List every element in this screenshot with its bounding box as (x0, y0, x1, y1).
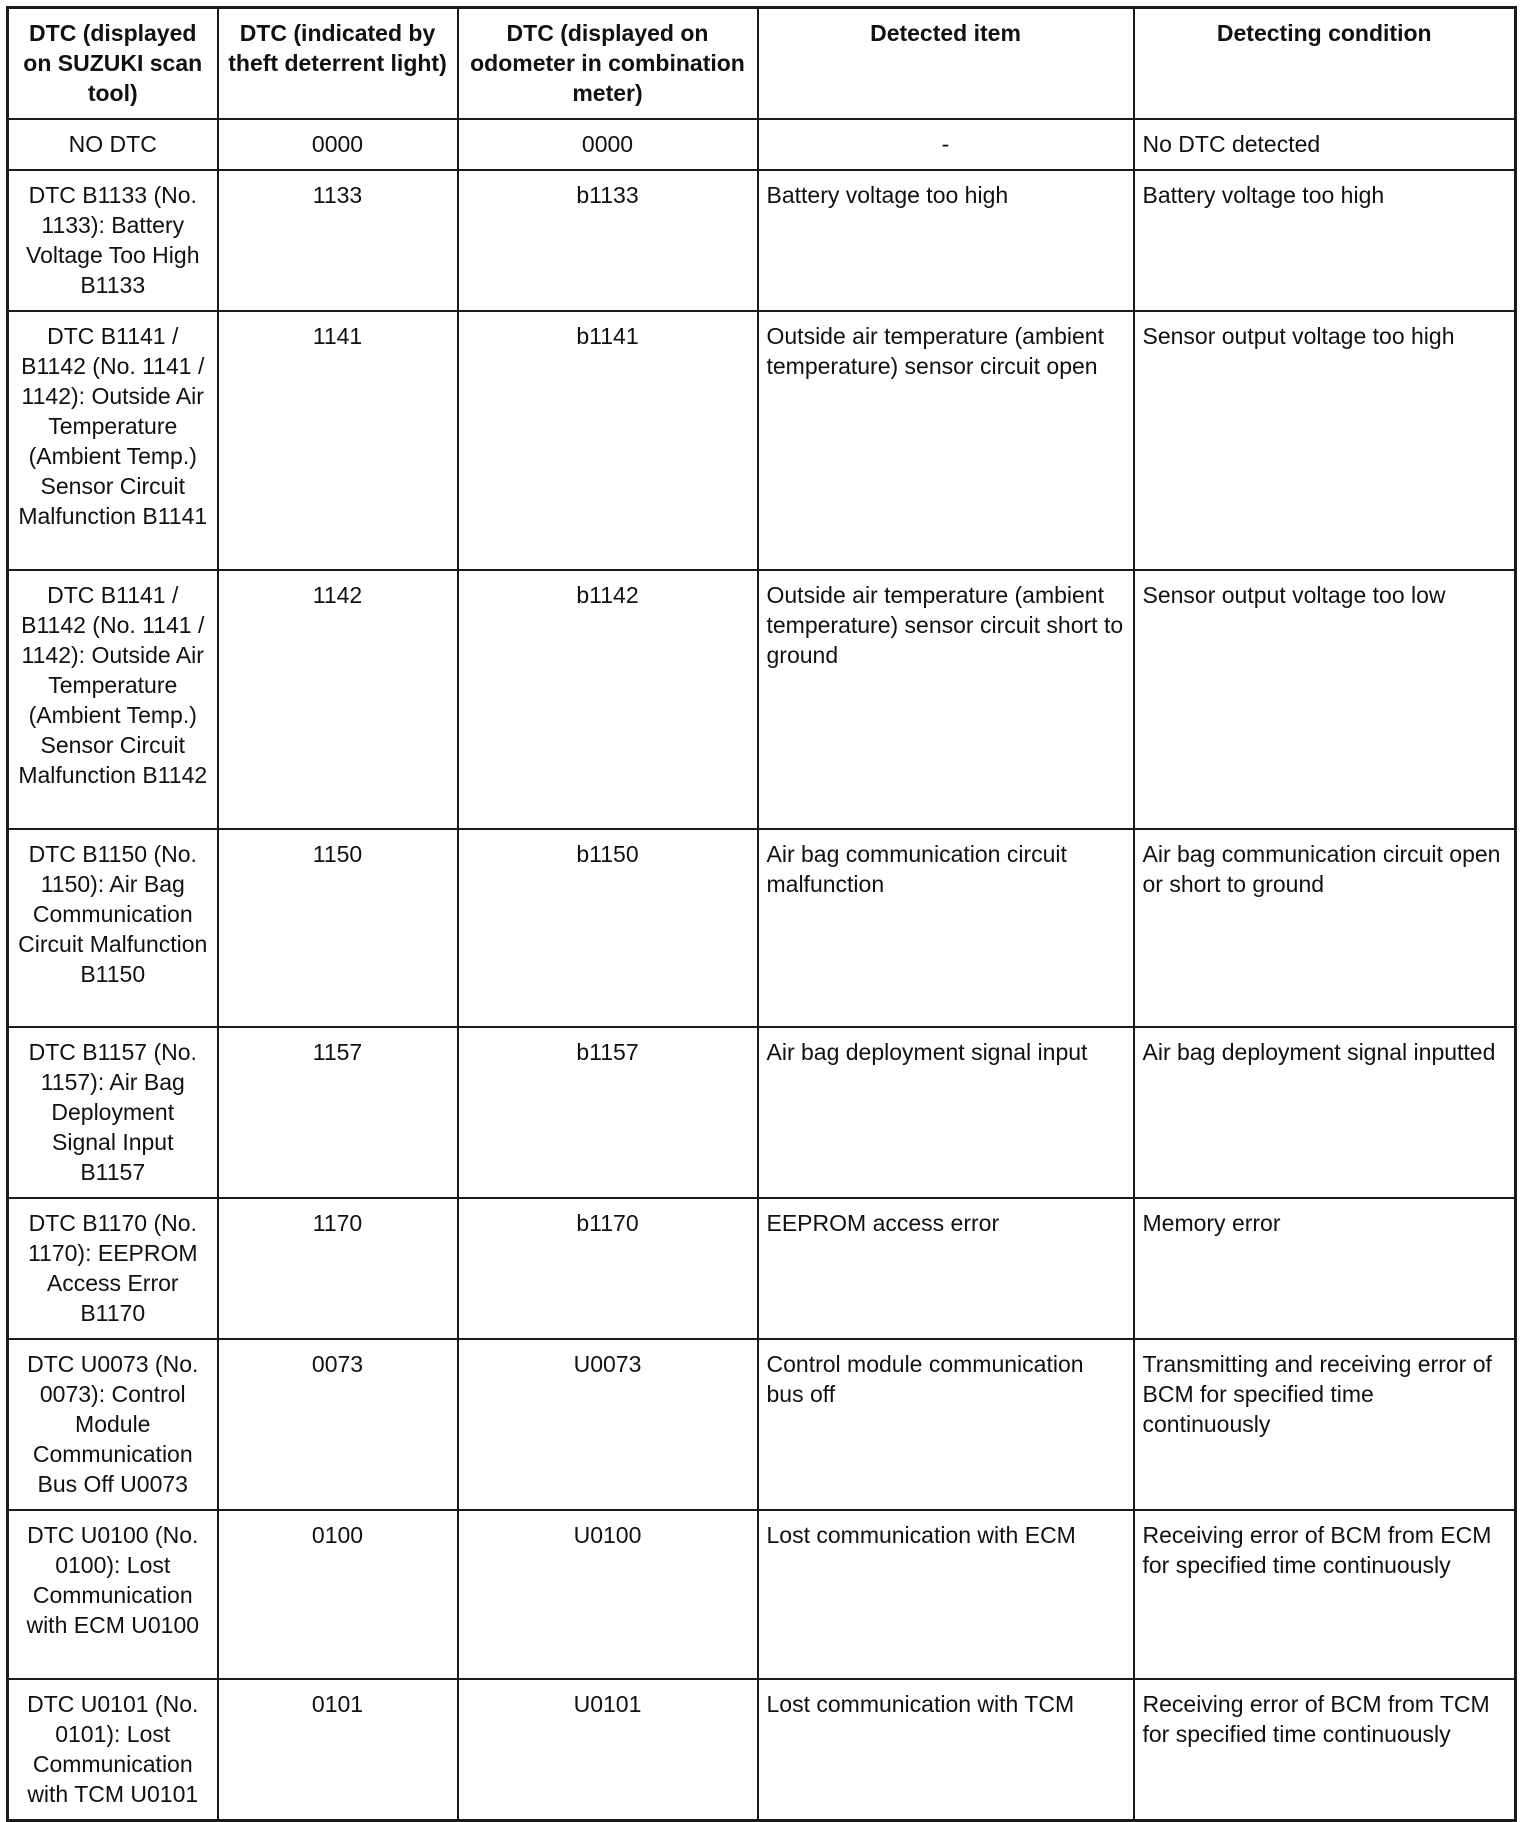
scan-tool-dtc-cell: DTC B1141 / B1142 (No. 1141 / 1142): Outside Air Temperature (Ambient Temp.) Sensor Circuit Malfunction B1141 (8, 311, 218, 570)
detecting-condition-cell: Air bag deployment signal inputted (1134, 1027, 1516, 1198)
scan-tool-dtc-cell: DTC U0101 (No. 0101): Lost Communication with TCM U0101 (8, 1679, 218, 1821)
scan-tool-dtc-cell: DTC B1157 (No. 1157): Air Bag Deployment Signal Input B1157 (8, 1027, 218, 1198)
detected-item-cell: Outside air temperature (ambient temperature) sensor circuit short to ground (758, 570, 1134, 829)
table-row (8, 1339, 1516, 1510)
detected-item-cell: Battery voltage too high (758, 170, 1134, 311)
scan-tool-dtc-cell: DTC B1141 / B1142 (No. 1141 / 1142): Outside Air Temperature (Ambient Temp.) Sensor Circuit Malfunction B1142 (8, 570, 218, 829)
scan-tool-dtc-cell: DTC B1150 (No. 1150): Air Bag Communication Circuit Malfunction B1150 (8, 829, 218, 1027)
odometer-dtc-cell: b1150 (458, 829, 758, 1027)
detected-item-cell: Lost communication with ECM (758, 1510, 1134, 1679)
odometer-dtc-cell: b1170 (458, 1198, 758, 1339)
theft-light-dtc-cell: 1150 (218, 829, 458, 1027)
detecting-condition-cell: Battery voltage too high (1134, 170, 1516, 311)
theft-light-dtc-cell: 1142 (218, 570, 458, 829)
detecting-condition-cell: No DTC detected (1134, 119, 1516, 170)
theft-light-dtc-cell: 0100 (218, 1510, 458, 1679)
detecting-condition-cell: Receiving error of BCM from TCM for specified time continuously (1134, 1679, 1516, 1821)
odometer-dtc-cell: 0000 (458, 119, 758, 170)
detected-item-cell: Air bag deployment signal input (758, 1027, 1134, 1198)
odometer-dtc-cell: U0073 (458, 1339, 758, 1510)
theft-light-dtc-cell: 1133 (218, 170, 458, 311)
header-detected-item: Detected item (758, 8, 1134, 120)
detecting-condition-cell: Sensor output voltage too high (1134, 311, 1516, 570)
table-row (8, 1679, 1516, 1821)
table-row (8, 119, 1516, 170)
detected-item-cell: EEPROM access error (758, 1198, 1134, 1339)
detected-item-cell: Outside air temperature (ambient temperature) sensor circuit open (758, 311, 1134, 570)
theft-light-dtc-cell: 1170 (218, 1198, 458, 1339)
odometer-dtc-cell: b1133 (458, 170, 758, 311)
theft-light-dtc-cell: 1157 (218, 1027, 458, 1198)
detecting-condition-cell: Receiving error of BCM from ECM for specified time continuously (1134, 1510, 1516, 1679)
theft-light-dtc-cell: 0073 (218, 1339, 458, 1510)
detecting-condition-cell: Memory error (1134, 1198, 1516, 1339)
detected-item-cell: Control module communication bus off (758, 1339, 1134, 1510)
scan-tool-dtc-cell: DTC B1170 (No. 1170): EEPROM Access Error B1170 (8, 1198, 218, 1339)
theft-light-dtc-cell: 0000 (218, 119, 458, 170)
scan-tool-dtc-cell: NO DTC (8, 119, 218, 170)
header-theft-light-dtc: DTC (indicated by theft deterrent light) (218, 8, 458, 120)
detected-item-cell: Air bag communication circuit malfunction (758, 829, 1134, 1027)
detecting-condition-cell: Sensor output voltage too low (1134, 570, 1516, 829)
odometer-dtc-cell: U0101 (458, 1679, 758, 1821)
odometer-dtc-cell: b1142 (458, 570, 758, 829)
table-row (8, 1198, 1516, 1339)
odometer-dtc-cell: b1157 (458, 1027, 758, 1198)
detecting-condition-cell: Air bag communication circuit open or short to ground (1134, 829, 1516, 1027)
header-row (8, 8, 1516, 120)
detected-item-cell: Lost communication with TCM (758, 1679, 1134, 1821)
table-row (8, 1510, 1516, 1679)
table-row (8, 1027, 1516, 1198)
theft-light-dtc-cell: 1141 (218, 311, 458, 570)
table-row (8, 570, 1516, 829)
dtc-table (6, 6, 1517, 1822)
scan-tool-dtc-cell: DTC U0100 (No. 0100): Lost Communication with ECM U0100 (8, 1510, 218, 1679)
table-row (8, 829, 1516, 1027)
scan-tool-dtc-cell: DTC U0073 (No. 0073): Control Module Communication Bus Off U0073 (8, 1339, 218, 1510)
odometer-dtc-cell: U0100 (458, 1510, 758, 1679)
detecting-condition-cell: Transmitting and receiving error of BCM for specified time continuously (1134, 1339, 1516, 1510)
header-scan-tool-dtc: DTC (displayed on SUZUKI scan tool) (8, 8, 218, 120)
odometer-dtc-cell: b1141 (458, 311, 758, 570)
scan-tool-dtc-cell: DTC B1133 (No. 1133): Battery Voltage Too High B1133 (8, 170, 218, 311)
table-row (8, 311, 1516, 570)
detected-item-cell: - (758, 119, 1134, 170)
header-odometer-dtc: DTC (displayed on odometer in combination meter) (458, 8, 758, 120)
table-row (8, 170, 1516, 311)
header-detecting-condition: Detecting condition (1134, 8, 1516, 120)
theft-light-dtc-cell: 0101 (218, 1679, 458, 1821)
